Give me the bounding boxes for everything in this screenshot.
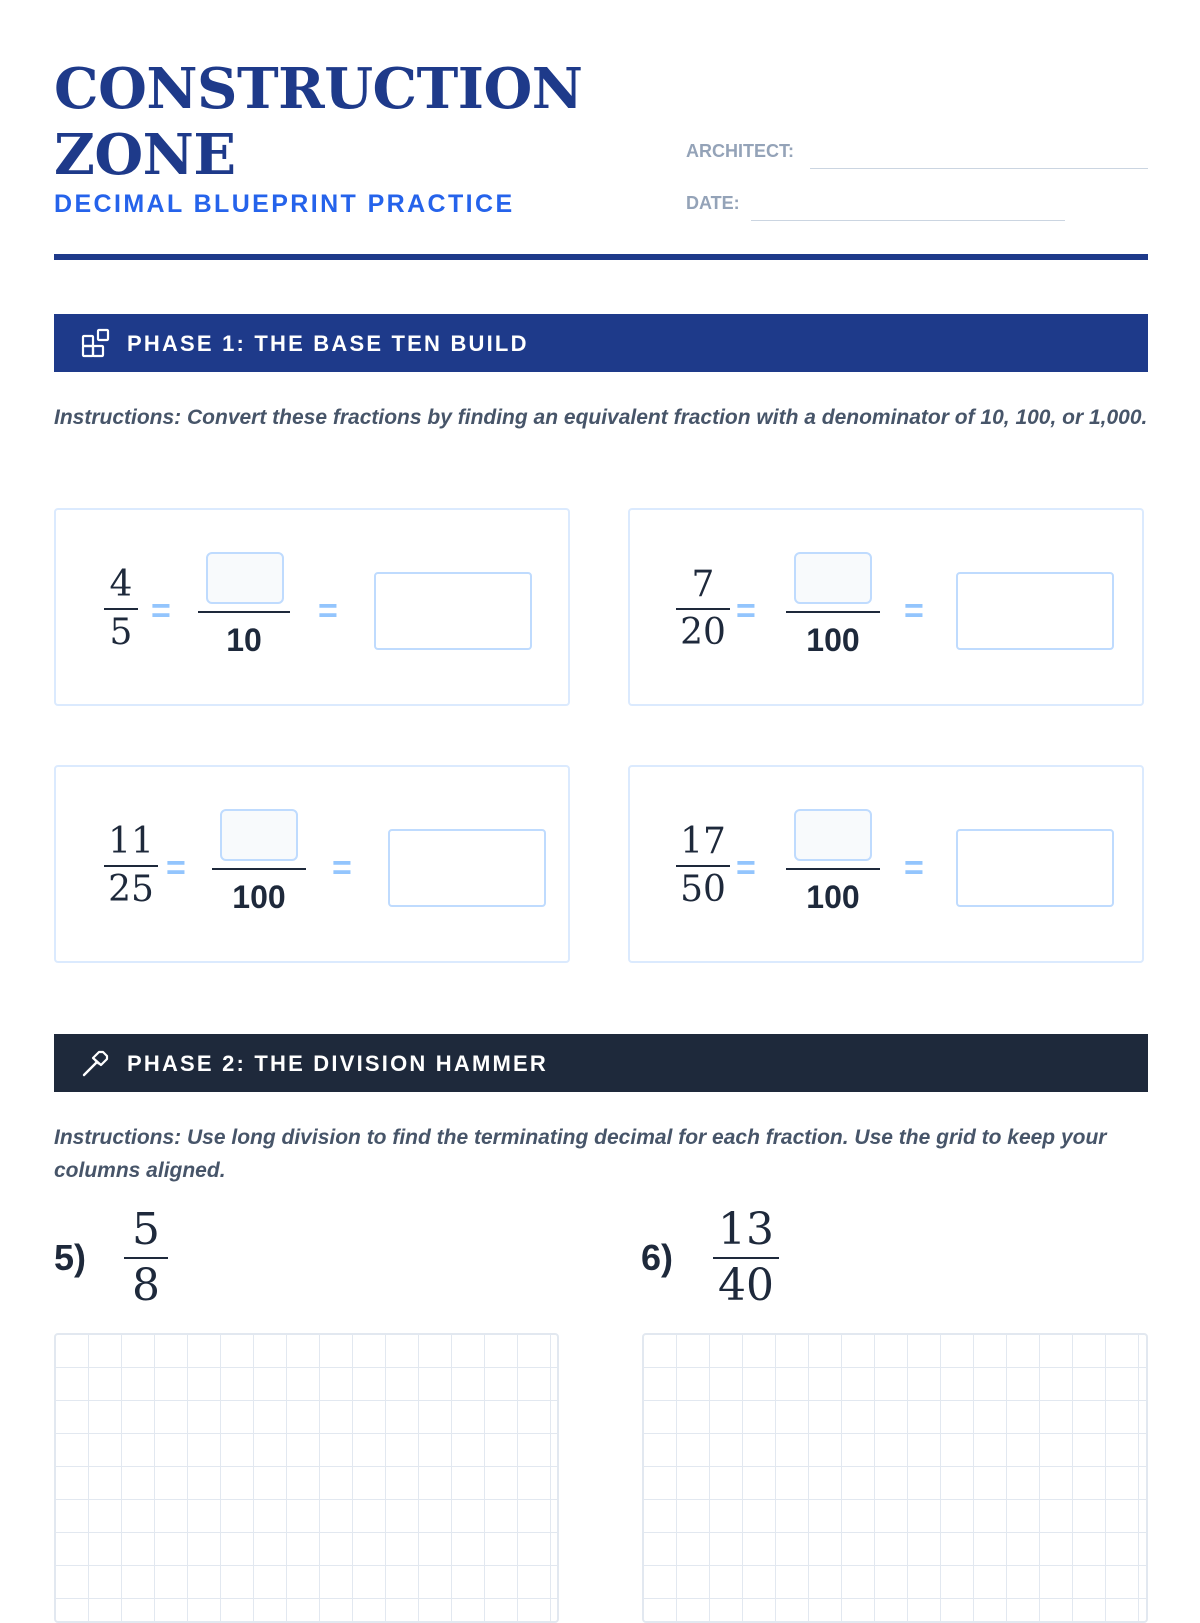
division-fraction	[713, 1205, 779, 1311]
worksheet-page	[54, 0, 1148, 1600]
title-line-1: CONSTRUCTION	[54, 56, 583, 122]
numerator: 13	[718, 1204, 774, 1255]
phase-1-header	[54, 314, 1148, 372]
equals-sign: =	[904, 849, 924, 887]
target-denominator: 100	[806, 622, 860, 658]
decimal-answer-box[interactable]	[388, 829, 546, 907]
numerator-input[interactable]	[794, 809, 872, 861]
fraction-bar	[198, 611, 290, 613]
decimal-answer-box[interactable]	[374, 572, 532, 650]
numerator: 5	[132, 1204, 160, 1255]
equals-sign: =	[736, 849, 756, 887]
fraction-bar	[212, 868, 306, 870]
problem-number: 5)	[54, 1237, 87, 1278]
denominator: 8	[132, 1260, 160, 1311]
phase-1-instructions: Instructions: Convert these fractions by finding an equivalent fraction with a denominator of 10, 100, or 1,000.	[54, 406, 1148, 429]
numerator: 11	[108, 821, 154, 862]
work-grid[interactable]	[642, 1333, 1148, 1623]
target-denominator: 100	[232, 879, 286, 915]
target-denominator: 100	[806, 879, 860, 915]
denominator: 25	[108, 869, 154, 910]
decimal-answer-box[interactable]	[956, 572, 1114, 650]
hammer-icon	[80, 1047, 112, 1079]
phase-2-header	[54, 1034, 1148, 1092]
phase-2-title: PHASE 2: THE DIVISION HAMMER	[127, 1051, 548, 1076]
architect-field[interactable]	[810, 168, 1148, 169]
equals-sign: =	[318, 592, 338, 630]
fraction-bar	[786, 868, 880, 870]
numerator-input[interactable]	[220, 809, 298, 861]
architect-label: ARCHITECT:	[686, 141, 794, 161]
problem-number: 6)	[641, 1237, 674, 1278]
equals-sign: =	[736, 592, 756, 630]
fraction-bar	[124, 1257, 168, 1259]
page-subtitle: DECIMAL BLUEPRINT PRACTICE	[54, 190, 515, 218]
target-denominator: 10	[226, 622, 262, 658]
fraction-bar	[104, 608, 138, 610]
denominator: 50	[680, 869, 726, 910]
decimal-answer-box[interactable]	[956, 829, 1114, 907]
date-label: DATE:	[686, 193, 740, 213]
numerator: 17	[680, 821, 726, 862]
denominator: 20	[680, 612, 726, 653]
page-title	[54, 56, 674, 188]
phase-1-title: PHASE 1: THE BASE TEN BUILD	[127, 331, 529, 356]
header-divider	[54, 254, 1148, 260]
numerator-input[interactable]	[794, 552, 872, 604]
denominator: 5	[109, 612, 133, 653]
equals-sign: =	[332, 849, 352, 887]
given-fraction	[676, 821, 730, 911]
numerator: 7	[691, 564, 715, 605]
fraction-bar	[786, 611, 880, 613]
fraction-bar	[104, 865, 158, 867]
work-grid[interactable]	[54, 1333, 559, 1623]
blocks-icon	[80, 327, 112, 359]
date-field[interactable]	[751, 220, 1065, 221]
numerator-input[interactable]	[206, 552, 284, 604]
problem-card-3	[54, 765, 570, 963]
problem-card-1	[54, 508, 570, 706]
denominator: 40	[718, 1260, 774, 1311]
problem-card-2	[628, 508, 1144, 706]
fraction-bar	[676, 865, 730, 867]
division-fraction	[124, 1205, 168, 1311]
phase-2-instructions: Instructions: Use long division to find the terminating decimal for each fraction. Use the grid to keep your columns aligned.	[54, 1126, 1107, 1182]
numerator: 4	[109, 564, 133, 605]
given-fraction	[104, 564, 138, 654]
equals-sign: =	[151, 592, 171, 630]
given-fraction	[676, 564, 730, 654]
problem-card-4	[628, 765, 1144, 963]
equals-sign: =	[166, 849, 186, 887]
title-line-2: ZONE	[54, 122, 236, 188]
equals-sign: =	[904, 592, 924, 630]
given-fraction	[104, 821, 158, 911]
fraction-bar	[713, 1257, 779, 1259]
fraction-bar	[676, 608, 730, 610]
